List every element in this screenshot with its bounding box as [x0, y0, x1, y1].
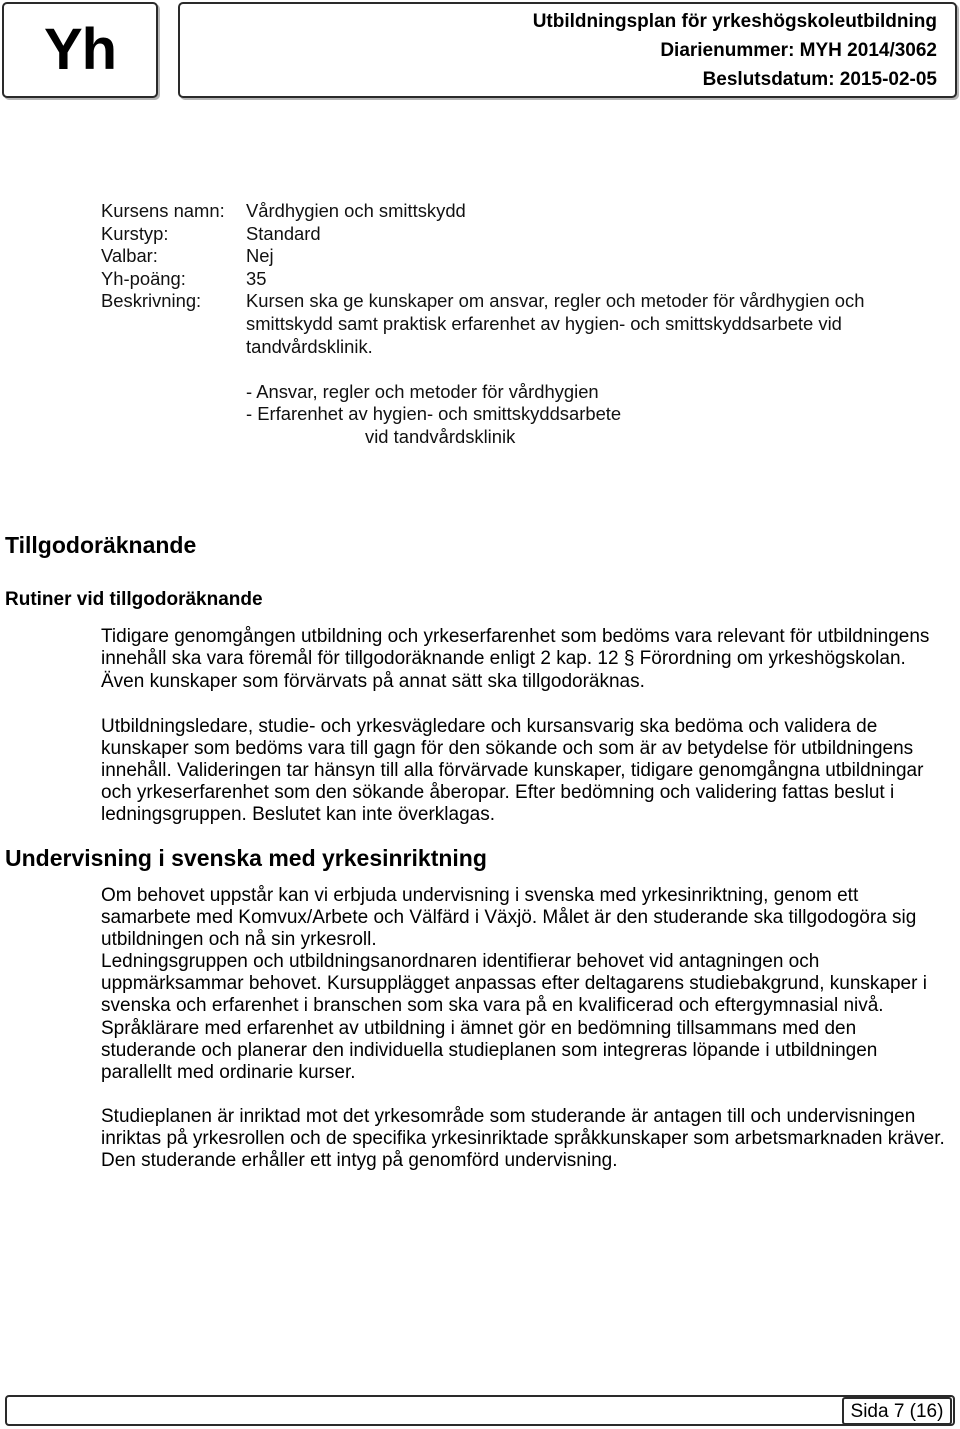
yh-logo: Yh — [43, 17, 117, 82]
description-label: Beskrivning: — [101, 290, 202, 312]
reference-number: Diarienummer: MYH 2014/3062 — [660, 40, 937, 61]
page-number-box — [842, 1397, 952, 1425]
logo-box — [2, 2, 158, 98]
text-line: parallellt med ordinarie kurser. — [101, 1061, 356, 1083]
description-line: Kursen ska ge kunskaper om ansvar, regler och metoder för vårdhygien och — [246, 290, 865, 312]
text-line: Ledningsgruppen och utbildningsanordnaren identifierar behovet vid antagningen och — [101, 951, 820, 973]
elective-row — [101, 245, 864, 268]
text-line: ledningsgruppen. Beslutet kan inte överklagas. — [101, 804, 495, 825]
text-line: samarbete med Komvux/Arbete och Välfärd i Växjö. Målet är den studerande ska tillgodogöra sig — [101, 907, 917, 929]
credit-transfer-paragraph-2 — [101, 716, 923, 826]
text-line: Även kunskaper som förvärvats på annat sätt ska tillgodoräknas. — [101, 671, 645, 693]
text-line: inriktas på yrkesrollen och de specifika yrkesinriktade språkkunskaper som arbetsmarknaden kräver. — [101, 1128, 945, 1149]
text-line: Utbildningsledare, studie- och yrkesvägledare och kursansvarig ska bedöma och validera de — [101, 716, 878, 737]
text-line: innehåll ska vara föremål för tillgodoräknande enligt 2 kap. 12 § Förordning om yrkeshögskolan. — [101, 648, 906, 670]
description-row — [101, 290, 864, 448]
document-header — [178, 2, 957, 98]
description-line: tandvårdsklinik. — [246, 335, 373, 357]
text-line: uppmärksammar behovet. Kursupplägget anpassas efter deltagarens studiebakgrund, kunskaper i — [101, 973, 927, 995]
course-type-row — [101, 223, 864, 246]
objective-item: - Ansvar, regler och metoder för vårdhygien — [246, 380, 599, 402]
credits-value: 35 — [246, 267, 267, 289]
description-line: smittskydd samt praktisk erfarenhet av hygien- och smittskyddsarbete vid — [246, 312, 842, 334]
text-line: och yrkeserfarenhet som den sökande åberopar. Efter bedömning och validering fattas beslut i — [101, 782, 895, 803]
course-type-value: Standard — [246, 222, 321, 244]
elective-value: Nej — [246, 245, 274, 267]
text-line: svenska och erfarenhet i branschen som ska vara på en kvalificerad och eftergymnasial nivå. — [101, 995, 884, 1017]
section-heading-swedish-instruction: Undervisning i svenska med yrkesinriktning — [5, 845, 487, 871]
text-line: Om behovet uppstår kan vi erbjuda undervisning i svenska med yrkesinriktning, genom ett — [101, 885, 859, 906]
text-line: utbildningen och nå sin yrkesroll. — [101, 929, 377, 951]
course-info — [101, 200, 864, 449]
credit-transfer-paragraph-1 — [101, 626, 929, 694]
swedish-instruction-paragraph-1 — [101, 885, 927, 1084]
text-line: studerande och planerar den individuella studieplanen som integreras löpande i utbildningen — [101, 1039, 878, 1061]
credits-row — [101, 268, 864, 291]
objective-item-continuation: vid tandvårdsklinik — [365, 425, 516, 447]
document-title: Utbildningsplan för yrkeshögskoleutbildning — [532, 11, 937, 32]
course-type-label: Kurstyp: — [101, 222, 169, 244]
course-name-row — [101, 200, 864, 223]
course-objectives — [246, 381, 864, 449]
page-number: Sida 7 (16) — [850, 1400, 944, 1422]
credits-label: Yh-poäng: — [101, 267, 186, 289]
decision-date: Beslutsdatum: 2015-02-05 — [702, 69, 937, 90]
text-line: kunskaper som bedöms vara till gagn för den sökande och som är av betydelse för utbildningens — [101, 738, 914, 759]
header-text-block — [533, 7, 937, 94]
description-body — [246, 290, 864, 448]
footer-bar — [5, 1395, 955, 1426]
text-line: Den studerande erhåller ett intyg på genomförd undervisning. — [101, 1150, 618, 1171]
subheading-credit-transfer-routines: Rutiner vid tillgodoräknande — [5, 589, 263, 610]
elective-label: Valbar: — [101, 245, 158, 267]
course-name-label: Kursens namn: — [101, 200, 225, 221]
text-line: innehåll. Valideringen tar hänsyn till alla förvärvade kunskaper, tidigare genomgångna utbildningar — [101, 760, 924, 781]
objective-item: - Erfarenhet av hygien- och smittskyddsarbete — [246, 403, 622, 425]
text-line: Studieplanen är inriktad mot det yrkesområde som studerande är antagen till och undervisningen — [101, 1106, 916, 1127]
course-name-value: Vårdhygien och smittskydd — [246, 200, 466, 221]
section-heading-credit-transfer: Tillgodoräknande — [5, 532, 197, 558]
text-line: Språklärare med erfarenhet av utbildning i ämnet gör en bedömning tillsammans med den — [101, 1017, 857, 1039]
swedish-instruction-paragraph-2 — [101, 1106, 945, 1172]
text-line: Tidigare genomgången utbildning och yrkeserfarenhet som bedöms vara relevant för utbildningens — [101, 625, 930, 647]
